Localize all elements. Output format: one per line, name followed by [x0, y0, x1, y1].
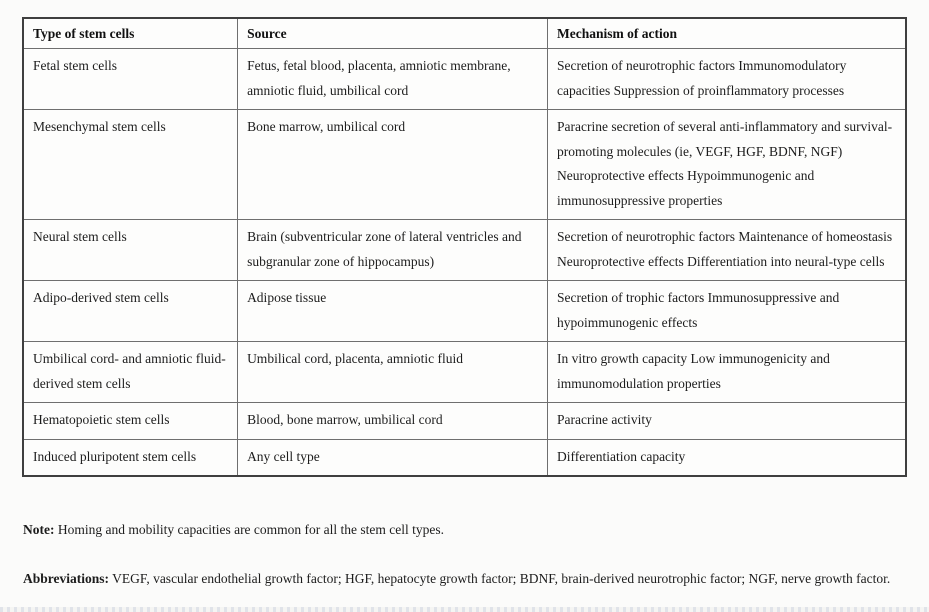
- cell-mechanism: Secretion of neurotrophic factors Immunomodulatory capacities Suppression of proinflammatory processes: [547, 49, 906, 110]
- note-label: Note:: [23, 522, 55, 537]
- cell-type: Umbilical cord- and amniotic fluid-derived stem cells: [23, 342, 238, 403]
- table-row: [23, 342, 906, 403]
- cell-mechanism: Secretion of neurotrophic factors Maintenance of homeostasis Neuroprotective effects Differentiation into neural-type cells: [547, 220, 906, 281]
- table-row: [23, 403, 906, 440]
- cell-source: Brain (subventricular zone of lateral ventricles and subgranular zone of hippocampus): [238, 220, 548, 281]
- header-cell-source: Source: [238, 18, 548, 49]
- cell-mechanism: Secretion of trophic factors Immunosuppressive and hypoimmunogenic effects: [547, 281, 906, 342]
- cell-source: Fetus, fetal blood, placenta, amniotic membrane, amniotic fluid, umbilical cord: [238, 49, 548, 110]
- abbreviations-label: Abbreviations:: [23, 571, 110, 586]
- page-bottom-edge: [0, 607, 929, 612]
- abbreviations-text: VEGF, vascular endothelial growth factor; HGF, hepatocyte growth factor; BDNF, brain-derived neurotrophic factor; NGF, nerve growth factor.: [109, 571, 891, 586]
- cell-type: Mesenchymal stem cells: [23, 110, 238, 220]
- header-cell-mechanism: Mechanism of action: [547, 18, 906, 49]
- cell-type: Induced pluripotent stem cells: [23, 439, 238, 476]
- cell-type: Adipo-derived stem cells: [23, 281, 238, 342]
- cell-type: Neural stem cells: [23, 220, 238, 281]
- cell-mechanism: Paracrine secretion of several anti-inflammatory and survival-promoting molecules (ie, VEGF, HGF, BDNF, NGF) Neuroprotective effects Hypoimmunogenic and immunosuppressive properties: [547, 110, 906, 220]
- table-header-row: [23, 18, 906, 49]
- table-row: [23, 281, 906, 342]
- stem-cell-table: [22, 17, 907, 477]
- cell-source: Bone marrow, umbilical cord: [238, 110, 548, 220]
- table-row: [23, 49, 906, 110]
- cell-source: Adipose tissue: [238, 281, 548, 342]
- cell-source: Umbilical cord, placenta, amniotic fluid: [238, 342, 548, 403]
- cell-mechanism: Differentiation capacity: [547, 439, 906, 476]
- note-text: Homing and mobility capacities are common for all the stem cell types.: [54, 522, 445, 537]
- table-body: [23, 49, 906, 477]
- cell-mechanism: Paracrine activity: [547, 403, 906, 440]
- cell-mechanism: In vitro growth capacity Low immunogenicity and immunomodulation properties: [547, 342, 906, 403]
- cell-type: Hematopoietic stem cells: [23, 403, 238, 440]
- cell-type: Fetal stem cells: [23, 49, 238, 110]
- abbreviations-line: [23, 566, 903, 591]
- table-row: [23, 220, 906, 281]
- table-row: [23, 439, 906, 476]
- cell-source: Any cell type: [238, 439, 548, 476]
- table-row: [23, 110, 906, 220]
- header-cell-type: Type of stem cells: [23, 18, 238, 49]
- note-line: [23, 517, 903, 542]
- stem-cell-table-container: [22, 17, 907, 477]
- cell-source: Blood, bone marrow, umbilical cord: [238, 403, 548, 440]
